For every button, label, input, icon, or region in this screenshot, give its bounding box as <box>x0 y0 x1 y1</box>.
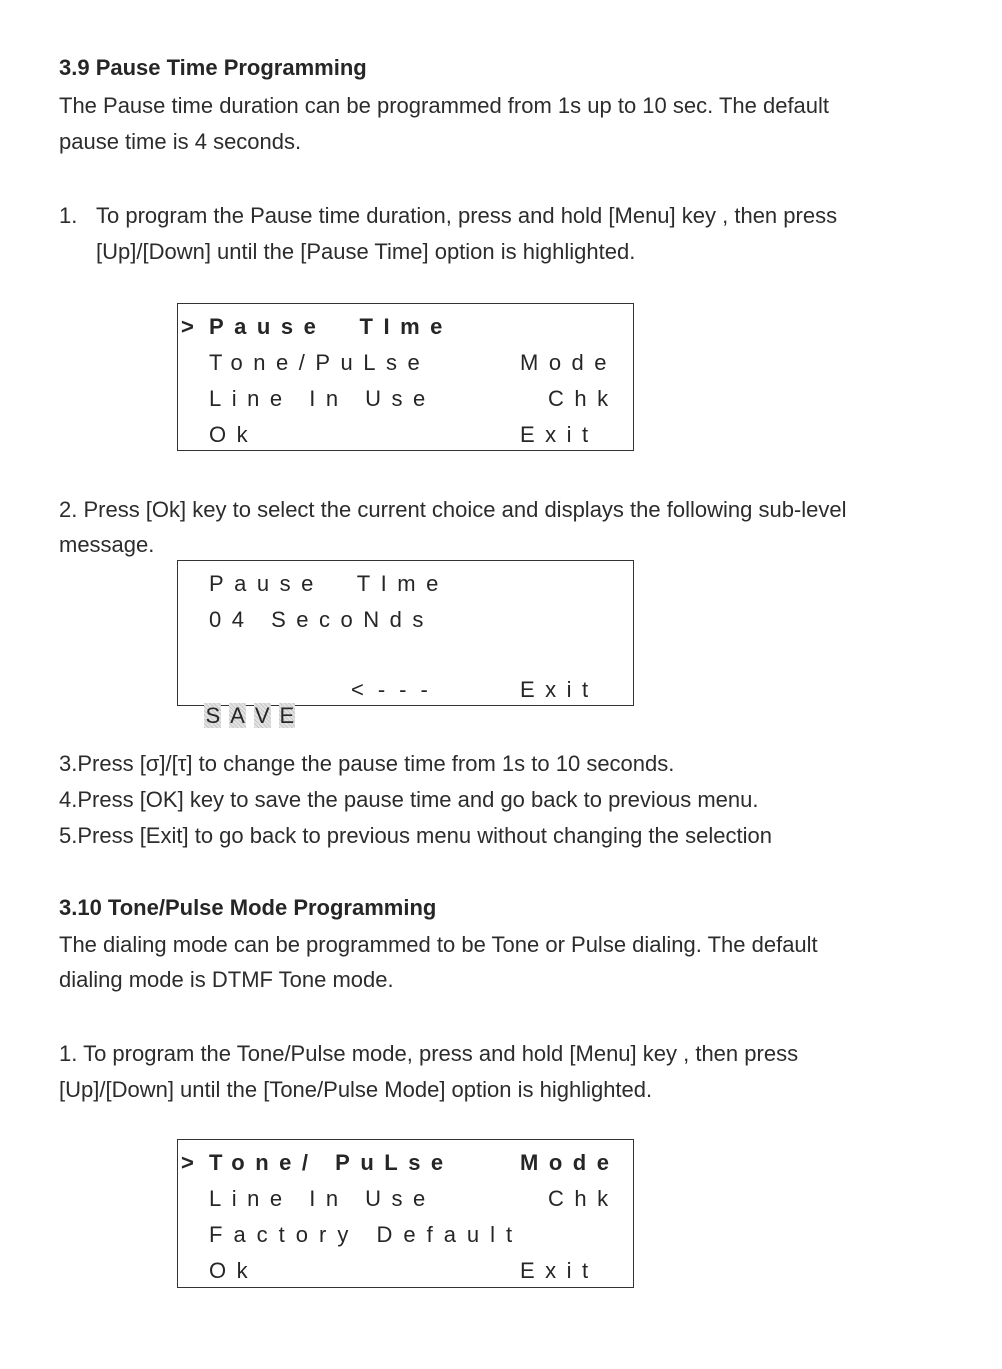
lcd3-row4-left: Ok <box>209 1258 259 1283</box>
lcd1-row4-left: Ok <box>209 422 259 447</box>
lcd3-row3: Factory Default <box>209 1222 524 1247</box>
lcd1-row3-left: Line In Use <box>209 386 436 411</box>
section-heading-pause-time: 3.9 Pause Time Programming <box>59 55 367 80</box>
lcd1-cursor: > <box>181 314 194 339</box>
lcd-menu-tone-pulse <box>177 1139 634 1288</box>
save-letter-v: V <box>254 703 270 728</box>
pause-step1-line1: To program the Pause time duration, press and hold [Menu] key , then press <box>96 203 838 228</box>
save-letter-a: A <box>230 703 245 728</box>
pause-step4: 4.Press [OK] key to save the pause time and go back to previous menu. <box>59 787 759 812</box>
pause-step2-line2: message. <box>59 532 155 557</box>
tone-step1-line1: 1. To program the Tone/Pulse mode, press and hold [Menu] key , then press <box>59 1041 799 1066</box>
lcd3-row2-right: Chk <box>548 1186 619 1211</box>
lcd-submenu-pause-time <box>177 560 634 728</box>
lcd3-row1-left: Tone/ PuLse <box>209 1150 454 1175</box>
save-letter-s: S <box>205 703 221 728</box>
lcd1-row1: Pause TIme <box>209 314 453 339</box>
lcd2-back-arrow: <--- <box>351 677 442 702</box>
lcd3-row4-right: Exit <box>520 1258 599 1283</box>
lcd3-row2-left: Line In Use <box>209 1186 436 1211</box>
tone-intro-line2: dialing mode is DTMF Tone mode. <box>59 967 394 992</box>
pause-step1-number: 1. <box>59 203 78 228</box>
lcd1-row2-left: Tone/PuLse <box>209 350 431 375</box>
lcd2-save-label <box>180 677 295 755</box>
pause-step3: 3.Press [σ]/[τ] to change the pause time from 1s to 10 seconds. <box>59 751 675 776</box>
lcd3-row1-right: Mode <box>520 1150 620 1175</box>
lcd2-row2: 04 SecoNds <box>209 607 434 632</box>
lcd-menu-pause-time <box>177 303 634 451</box>
pause-intro-line1: The Pause time duration can be programmed from 1s up to 10 sec. The default <box>59 93 830 118</box>
tone-intro-line1: The dialing mode can be programmed to be Tone or Pulse dialing. The default <box>59 932 818 957</box>
lcd2-exit: Exit <box>520 677 599 702</box>
lcd2-row1: Pause TIme <box>209 571 449 596</box>
pause-step5: 5.Press [Exit] to go back to previous menu without changing the selection <box>59 823 772 848</box>
lcd3-cursor: > <box>181 1150 194 1175</box>
section-heading-tone-pulse: 3.10 Tone/Pulse Mode Programming <box>59 895 437 920</box>
lcd1-row3-right: Chk <box>548 386 619 411</box>
pause-step2-line1: 2. Press [Ok] key to select the current choice and displays the following sub-level <box>59 497 847 522</box>
lcd1-row4-right: Exit <box>520 422 599 447</box>
lcd1-row2-right: Mode <box>520 350 618 375</box>
save-letter-e: E <box>279 703 295 728</box>
tone-step1-line2: [Up]/[Down] until the [Tone/Pulse Mode] option is highlighted. <box>59 1077 653 1102</box>
pause-step1-line2: [Up]/[Down] until the [Pause Time] option is highlighted. <box>96 239 636 264</box>
pause-intro-line2: pause time is 4 seconds. <box>59 129 302 154</box>
